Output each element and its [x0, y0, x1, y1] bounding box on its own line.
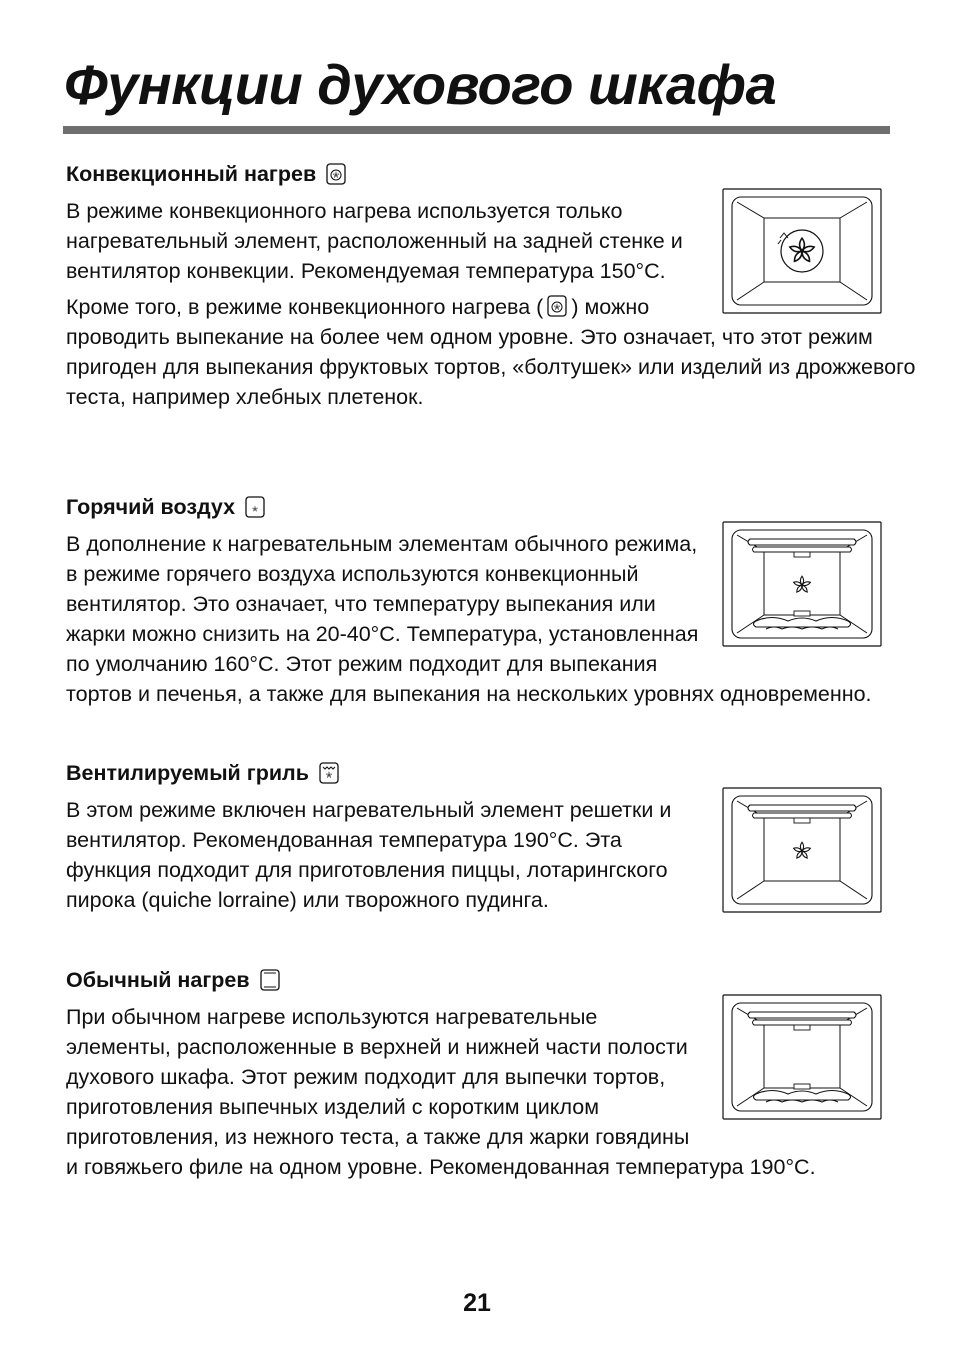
section-heading-text: Горячий воздух	[66, 495, 236, 519]
page-title: Функции духового шкафа	[64, 53, 777, 116]
section-paragraph: В дополнение к нагревательным элементам обычного режима, в режиме горячего воздуха используются конвекционный вентилятор. Это означает, что температуру выпекания или жарки можно снизить на 20-40°С. Температура, установленная по умолчанию 160°С. Этот режим подходит для выпекания тортов и печенья, а также для выпекания на нескольких уровнях одновременно.	[66, 532, 872, 706]
section-fan-grill	[66, 759, 916, 917]
convection-fan-icon	[547, 295, 567, 317]
conventional-heat-icon	[260, 969, 280, 991]
paragraph-text-before-icon: Кроме того, в режиме конвекционного нагрева (	[66, 295, 544, 319]
section-paragraph: В этом режиме включен нагревательный элемент решетки и вентилятор. Рекомендованная температура 190°С. Эта функция подходит для приготовления пиццы, лотарингского пирока (quiche lorraine) или творожного пудинга.	[66, 798, 672, 912]
title-divider	[63, 126, 890, 134]
convection-fan-icon	[326, 163, 346, 185]
section-conventional-heat	[66, 966, 916, 1182]
hot-air-icon	[245, 496, 265, 518]
section-heading-text: Вентилируемый гриль	[66, 761, 309, 785]
section-heading	[66, 759, 916, 787]
section-heading	[66, 160, 916, 188]
conventional-oven-diagram	[722, 994, 882, 1120]
section-paragraph: При обычном нагреве используются нагревательные элементы, расположенные в верхней и нижней части полости духового шкафа. Этот режим подходит для выпечки тортов, приготовления выпечных изделий с коротким циклом приготовления, из нежного теста, а также для жарки говядины и говяжьего филе на одном уровне. Рекомендованная температура 190°С.	[66, 1005, 816, 1179]
fan-grill-oven-diagram	[722, 787, 882, 913]
page-number: 21	[463, 1289, 491, 1317]
convection-oven-diagram	[722, 188, 882, 314]
section-heading-text: Обычный нагрев	[66, 968, 250, 992]
paragraph-text-after-icon: ) можно проводить выпекание на более чем одном уровне. Это означает, что этот режим пригоден для выпекания фруктовых тортов, «болтушек» или изделий из дрожжевого теста, например хлебных плетенок.	[66, 295, 916, 409]
fan-grill-icon	[319, 762, 339, 784]
hot-air-oven-diagram	[722, 521, 882, 647]
section-convection	[66, 160, 916, 412]
section-heading-text: Конвекционный нагрев	[66, 162, 317, 186]
section-hot-air	[66, 493, 916, 709]
section-paragraph: В режиме конвекционного нагрева используется только нагревательный элемент, расположенный на задней стенке и вентилятор конвекции. Рекомендуемая температура 150°С.	[66, 199, 683, 283]
section-heading	[66, 493, 916, 521]
section-heading	[66, 966, 916, 994]
